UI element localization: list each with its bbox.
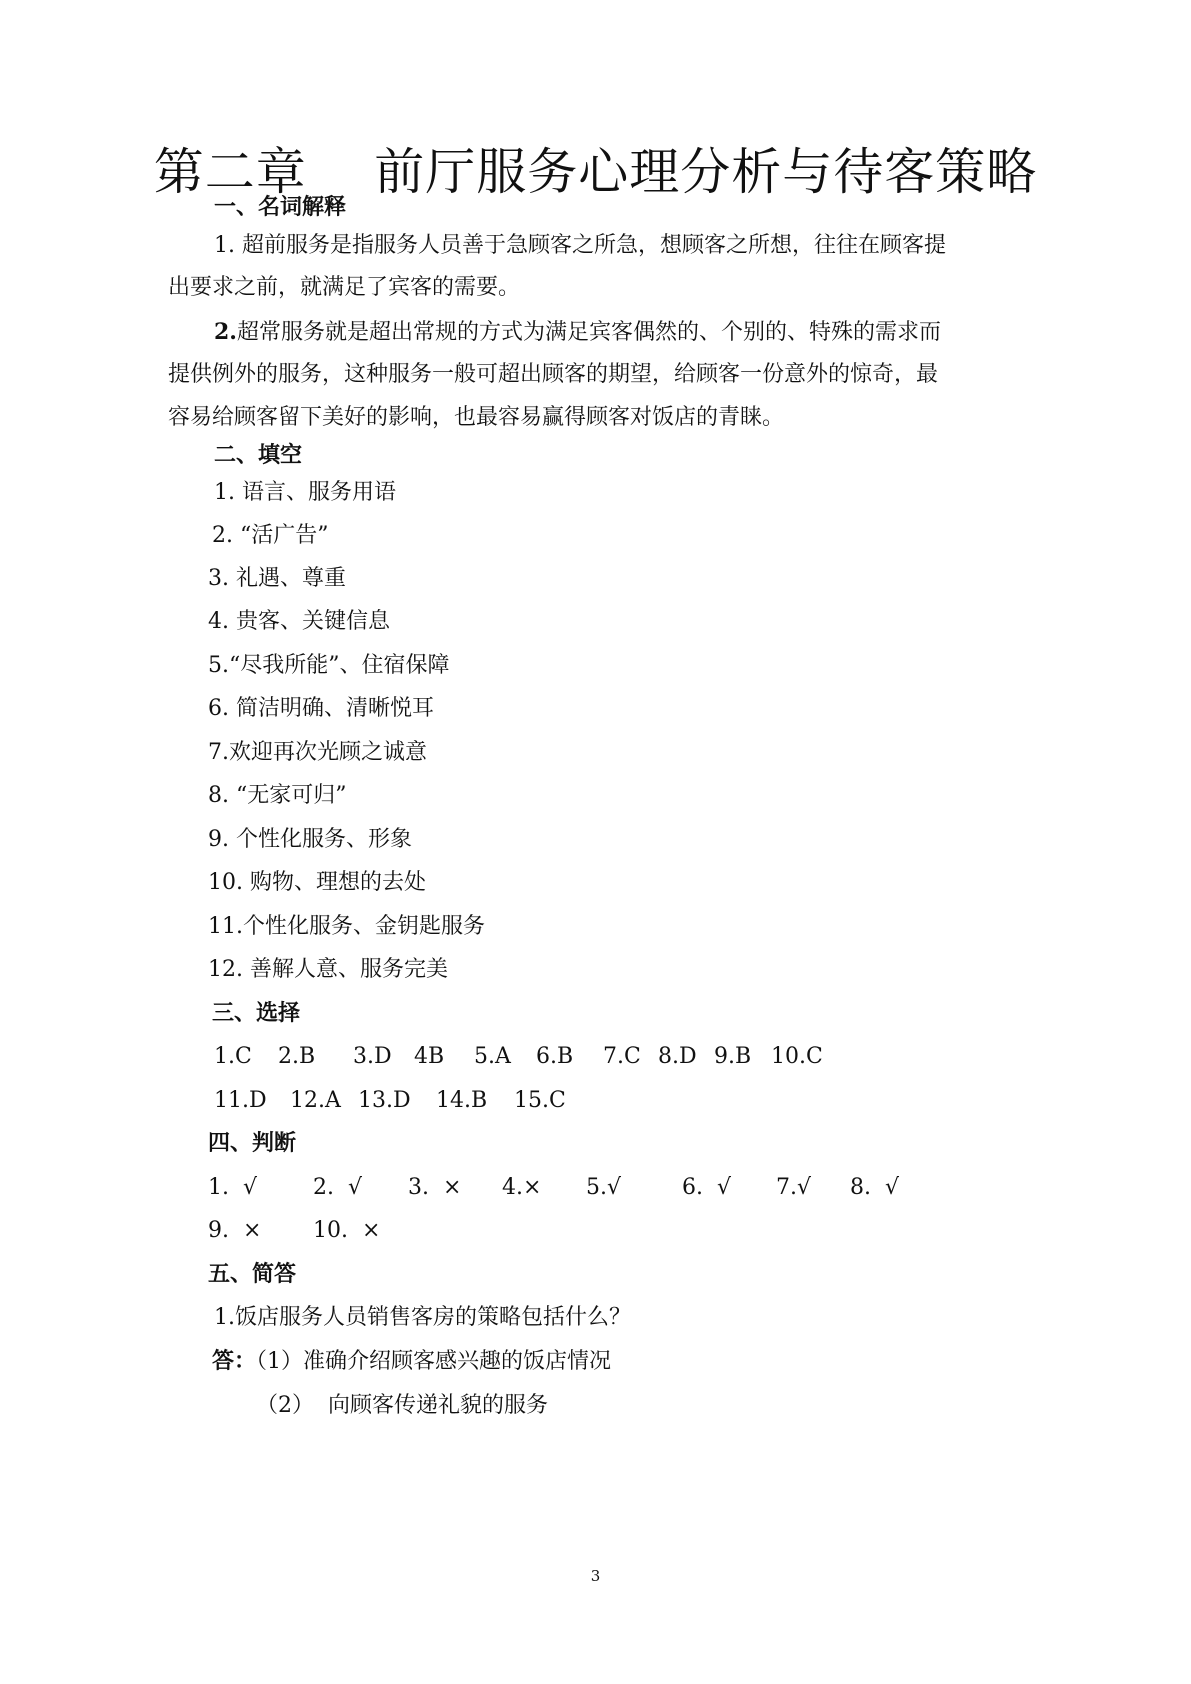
fill-blank-item: 12. 善解人意、服务完美	[208, 957, 448, 982]
choice-answer: 4B	[414, 1044, 445, 1069]
section-heading-definitions: 一、名词解释	[214, 195, 347, 220]
fill-blank-item: 1. 语言、服务用语	[214, 480, 396, 505]
definition-2-number: 2.	[214, 319, 237, 345]
section-heading-true-false: 四、判断	[208, 1131, 297, 1156]
section-heading-fill-blank: 二、填空	[214, 443, 303, 468]
choice-answer: 15.C	[514, 1088, 566, 1113]
judgement-answer: 10. ×	[313, 1218, 381, 1243]
chapter-title: 第二章 前厅服务心理分析与待客策略	[153, 143, 1038, 201]
fill-blank-item: 6. 简洁明确、清晰悦耳	[208, 696, 434, 721]
judgement-answer: 8. √	[850, 1175, 899, 1200]
choice-answer: 10.C	[771, 1044, 823, 1069]
choice-answer: 3.D	[353, 1044, 392, 1069]
choice-answer: 1.C	[214, 1044, 252, 1069]
choice-answer: 13.D	[358, 1088, 411, 1113]
fill-blank-item: 2. “活广告”	[212, 523, 329, 548]
definition-1-line-1: 1. 超前服务是指服务人员善于急顾客之所急，想顾客之所想，往往在顾客提	[214, 233, 946, 258]
definition-2-line-3: 容易给顾客留下美好的影响，也最容易赢得顾客对饭店的青睐。	[168, 405, 785, 430]
judgement-answer: 9. ×	[208, 1218, 262, 1243]
page-number: 3	[590, 1567, 601, 1585]
judgement-answer: 7.√	[776, 1175, 812, 1200]
choice-answer: 7.C	[603, 1044, 641, 1069]
fill-blank-item: 7.欢迎再次光顾之诚意	[208, 740, 427, 765]
fill-blank-item: 3. 礼遇、尊重	[208, 566, 346, 591]
choice-answer: 2.B	[278, 1044, 316, 1069]
choice-answer: 11.D	[214, 1088, 267, 1113]
section-heading-short-answer: 五、简答	[208, 1262, 297, 1287]
fill-blank-item: 10. 购物、理想的去处	[208, 870, 426, 895]
judgement-answer: 4.×	[502, 1175, 542, 1200]
judgement-answer: 1. √	[208, 1175, 257, 1200]
definition-2-text: 超常服务就是超出常规的方式为满足宾客偶然的、个别的、特殊的需求而	[236, 320, 941, 345]
choice-answer: 14.B	[436, 1088, 488, 1113]
judgement-answer: 3. ×	[408, 1175, 462, 1200]
judgement-answer: 5.√	[586, 1175, 622, 1200]
choice-answer: 9.B	[714, 1044, 752, 1069]
definition-2-line-2: 提供例外的服务，这种服务一般可超出顾客的期望，给顾客一份意外的惊奇，最	[168, 362, 939, 387]
judgement-answer: 6. √	[682, 1175, 731, 1200]
fill-blank-item: 8. “无家可归”	[208, 783, 347, 808]
judgement-answer: 2. √	[313, 1175, 362, 1200]
choice-answer: 12.A	[290, 1088, 341, 1113]
choice-answer: 8.D	[658, 1044, 697, 1069]
choice-answer: 6.B	[536, 1044, 574, 1069]
short-answer-line-1	[212, 1347, 611, 1377]
short-answer-question-1: 1.饭店服务人员销售客房的策略包括什么？	[214, 1305, 631, 1330]
choice-answer: 5.A	[474, 1044, 511, 1069]
fill-blank-item: 9. 个性化服务、形象	[208, 827, 412, 852]
answer-label: 答：	[212, 1349, 257, 1374]
fill-blank-item: 11.个性化服务、金钥匙服务	[208, 914, 485, 939]
answer-point-1: （1）准确介绍顾客感兴趣的饭店情况	[256, 1349, 612, 1374]
definition-1-line-2: 出要求之前，就满足了宾客的需要。	[168, 275, 521, 300]
fill-blank-item: 4. 贵客、关键信息	[208, 609, 390, 634]
answer-point-2: （2） 向顾客传递礼貌的服务	[256, 1393, 548, 1418]
fill-blank-item: 5.“尽我所能”、住宿保障	[208, 653, 450, 678]
definition-2-line-1	[214, 317, 941, 348]
section-heading-multiple-choice: 三、选择	[212, 1001, 301, 1026]
